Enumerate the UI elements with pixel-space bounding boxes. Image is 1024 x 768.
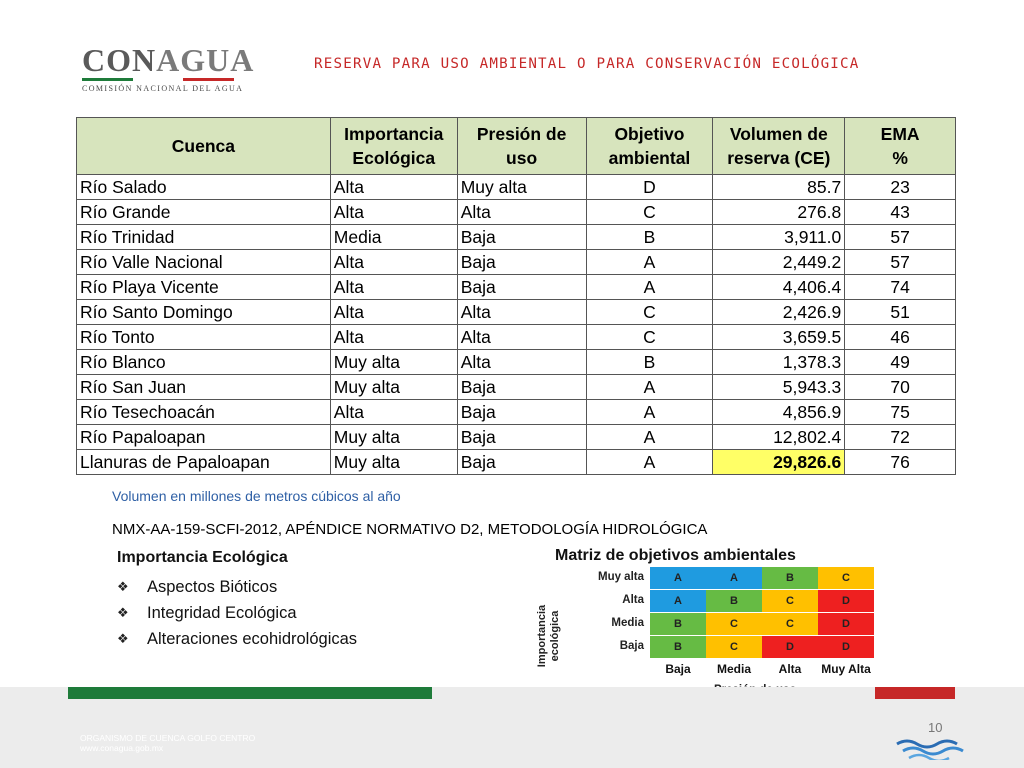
matrix-cell: B (650, 613, 707, 636)
matrix-row-label: Muy alta (597, 571, 644, 583)
matrix-cell: D (818, 636, 875, 659)
matrix-cell: C (706, 636, 763, 659)
matrix-col-label: Baja (665, 662, 691, 676)
cell-importancia: Muy alta (330, 350, 457, 375)
cell-ema: 57 (845, 250, 956, 275)
cell-volumen: 12,802.4 (713, 425, 845, 450)
header-objetivo: Objetivo ambiental (586, 118, 713, 175)
cell-objetivo: C (586, 325, 713, 350)
cell-presion: Alta (457, 350, 586, 375)
cell-ema: 51 (845, 300, 956, 325)
cell-objetivo: A (586, 450, 713, 475)
cell-importancia: Alta (330, 300, 457, 325)
cell-cuenca: Río Tesechoacán (77, 400, 331, 425)
cell-presion: Alta (457, 325, 586, 350)
matrix-col-label: Alta (778, 662, 802, 676)
matrix-title: Matriz de objetivos ambientales (555, 547, 796, 564)
cell-ema: 72 (845, 425, 956, 450)
reserva-table (76, 117, 956, 475)
cell-ema: 43 (845, 200, 956, 225)
header-importancia: Importancia Ecológica (330, 118, 457, 175)
cell-presion: Alta (457, 300, 586, 325)
cell-objetivo: D (586, 175, 713, 200)
table-row (77, 350, 956, 375)
cell-objetivo: A (586, 425, 713, 450)
matrix-cell: C (818, 567, 875, 590)
cell-presion: Baja (457, 400, 586, 425)
list-item: ❖ Integridad Ecológica (117, 600, 357, 626)
matrix-cell: A (706, 567, 763, 590)
list-item: ❖ Alteraciones ecohidrológicas (117, 626, 357, 652)
cell-cuenca: Río Grande (77, 200, 331, 225)
cell-cuenca: Río Playa Vicente (77, 275, 331, 300)
cell-importancia: Muy alta (330, 425, 457, 450)
footer-stripe-green (68, 687, 432, 699)
matrix-col-label: Muy Alta (821, 662, 871, 676)
table-row (77, 375, 956, 400)
matrix-row-label: Alta (622, 594, 644, 606)
matrix-cell: A (650, 567, 707, 590)
cell-objetivo: C (586, 200, 713, 225)
table-body (77, 175, 956, 475)
diamond-bullet-icon: ❖ (117, 579, 129, 594)
slide-title: RESERVA PARA USO AMBIENTAL O PARA CONSERVACIÓN ECOLÓGICA (314, 56, 860, 72)
header-cuenca: Cuenca (77, 118, 331, 175)
cell-volumen: 2,449.2 (713, 250, 845, 275)
cell-objetivo: A (586, 250, 713, 275)
matrix-row-label: Baja (619, 640, 644, 652)
cell-cuenca: Río Blanco (77, 350, 331, 375)
matrix-cell: B (706, 590, 763, 613)
cell-cuenca: Río Valle Nacional (77, 250, 331, 275)
table-row (77, 250, 956, 275)
cell-objetivo: A (586, 375, 713, 400)
table-row (77, 200, 956, 225)
importancia-list (117, 574, 357, 652)
cell-volumen: 5,943.3 (713, 375, 845, 400)
matrix-cell: D (818, 613, 875, 636)
table-row (77, 325, 956, 350)
cell-cuenca: Río Trinidad (77, 225, 331, 250)
diamond-bullet-icon: ❖ (117, 605, 129, 620)
matrix-cell: B (650, 636, 707, 659)
cell-presion: Baja (457, 250, 586, 275)
cell-volumen: 29,826.6 (713, 450, 845, 475)
cell-cuenca: Río Papaloapan (77, 425, 331, 450)
matrix-cell: D (818, 590, 875, 613)
cell-importancia: Muy alta (330, 450, 457, 475)
cell-presion: Baja (457, 275, 586, 300)
cell-cuenca: Río Santo Domingo (77, 300, 331, 325)
cell-importancia: Alta (330, 250, 457, 275)
cell-cuenca: Río San Juan (77, 375, 331, 400)
page-number: 10 (928, 720, 943, 735)
matrix-cell: C (762, 613, 819, 636)
cell-importancia: Alta (330, 200, 457, 225)
cell-volumen: 3,911.0 (713, 225, 845, 250)
table-row (77, 175, 956, 200)
footer-org: ORGANISMO DE CUENCA GOLFO CENTRO www.conagua.gob.mx (80, 733, 256, 753)
matrix-cell: D (762, 636, 819, 659)
cell-presion: Muy alta (457, 175, 586, 200)
water-wave-icon (895, 738, 967, 760)
cell-presion: Baja (457, 425, 586, 450)
matrix-cell: A (650, 590, 707, 613)
table-row (77, 225, 956, 250)
matrix-cell: B (762, 567, 819, 590)
logo-word-part1: CON (82, 42, 157, 78)
cell-objetivo: A (586, 400, 713, 425)
cell-ema: 46 (845, 325, 956, 350)
matrix-row-label: Media (611, 617, 644, 629)
table-row (77, 425, 956, 450)
diamond-bullet-icon: ❖ (117, 631, 129, 646)
cell-volumen: 276.8 (713, 200, 845, 225)
matrix-y-axis-label: Importancia ecológica (536, 604, 561, 668)
cell-cuenca: Río Tonto (77, 325, 331, 350)
cell-cuenca: Río Salado (77, 175, 331, 200)
cell-ema: 70 (845, 375, 956, 400)
conagua-logo (82, 42, 255, 93)
table-header-row (77, 118, 956, 175)
table-row (77, 275, 956, 300)
cell-volumen: 4,406.4 (713, 275, 845, 300)
logo-subtitle: COMISIÓN NACIONAL DEL AGUA (82, 84, 244, 93)
cell-cuenca: Llanuras de Papaloapan (77, 450, 331, 475)
cell-presion: Alta (457, 200, 586, 225)
cell-importancia: Alta (330, 400, 457, 425)
matrix-cell: C (706, 613, 763, 636)
cell-presion: Baja (457, 450, 586, 475)
cell-presion: Baja (457, 225, 586, 250)
logo-color-bar (82, 78, 234, 81)
cell-objetivo: C (586, 300, 713, 325)
table-row (77, 400, 956, 425)
logo-word-part2: AGUA (156, 42, 255, 78)
matrix-cell: C (762, 590, 819, 613)
cell-volumen: 2,426.9 (713, 300, 845, 325)
logo-wordmark (82, 42, 255, 78)
footer-band (0, 687, 1024, 768)
cell-objetivo: B (586, 225, 713, 250)
cell-importancia: Alta (330, 275, 457, 300)
cell-volumen: 1,378.3 (713, 350, 845, 375)
header-ema: EMA % (845, 118, 956, 175)
cell-importancia: Muy alta (330, 375, 457, 400)
cell-objetivo: A (586, 275, 713, 300)
header-volumen: Volumen de reserva (CE) (713, 118, 845, 175)
header-presion: Presión de uso (457, 118, 586, 175)
cell-volumen: 85.7 (713, 175, 845, 200)
footer-stripe-red (875, 687, 955, 699)
units-note: Volumen en millones de metros cúbicos al año (112, 488, 401, 504)
cell-importancia: Alta (330, 325, 457, 350)
cell-ema: 76 (845, 450, 956, 475)
cell-volumen: 4,856.9 (713, 400, 845, 425)
cell-ema: 49 (845, 350, 956, 375)
norma-note: NMX-AA-159-SCFI-2012, APÉNDICE NORMATIVO D2, METODOLOGÍA HIDROLÓGICA (112, 521, 708, 538)
importancia-title: Importancia Ecológica (117, 549, 288, 566)
cell-importancia: Alta (330, 175, 457, 200)
cell-presion: Baja (457, 375, 586, 400)
cell-volumen: 3,659.5 (713, 325, 845, 350)
matrix-col-label: Media (716, 662, 751, 676)
cell-ema: 23 (845, 175, 956, 200)
cell-importancia: Media (330, 225, 457, 250)
cell-ema: 57 (845, 225, 956, 250)
list-item: ❖ Aspectos Bióticos (117, 574, 357, 600)
table-row (77, 450, 956, 475)
table-row (77, 300, 956, 325)
cell-objetivo: B (586, 350, 713, 375)
cell-ema: 74 (845, 275, 956, 300)
cell-ema: 75 (845, 400, 956, 425)
